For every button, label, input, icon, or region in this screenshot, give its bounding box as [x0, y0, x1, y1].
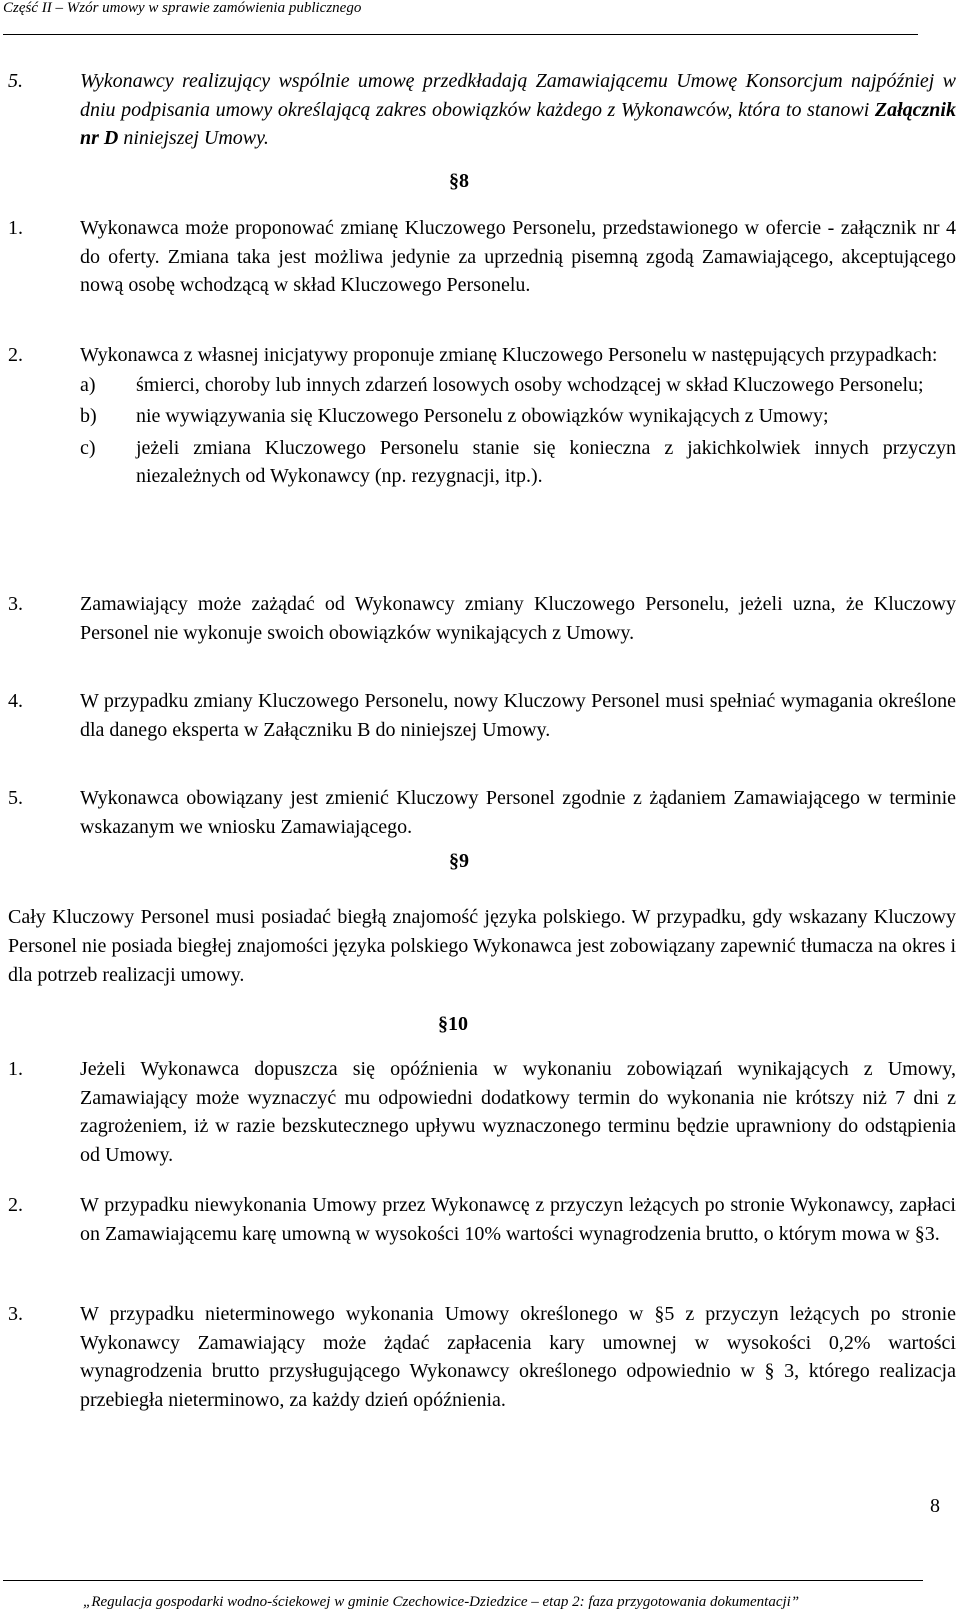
- page-header: Część II – Wzór umowy w sprawie zamówienia publicznego: [3, 0, 362, 16]
- list-item: 3. Zamawiający może zażądać od Wykonawcy zmiany Kluczowego Personelu, jeżeli uzna, że Kluczowy Personel nie wykonuje swoich obowiązków wynikających z Umowy.: [8, 593, 956, 644]
- section-8-heading: §8: [449, 170, 469, 192]
- section-9-paragraph: Cały Kluczowy Personel musi posiadać biegłą znajomość języka polskiego. W przypadku, gdy wskazany Kluczowy Personel nie posiada biegłej znajomości języka polskiego Wykonawca jest zobowiązany zapewnić tłumacza na okres i dla potrzeb realizacji umowy.: [8, 906, 956, 986]
- page-footer: „Regulacja gospodarki wodno-ściekowej w gminie Czechowice-Dziedzice – etap 2: faza przygotowania dokumentacji”: [83, 1594, 800, 1610]
- list-item: 1. Jeżeli Wykonawca dopuszcza się opóźnienia w wykonaniu zobowiązań wynikających z Umowy, Zamawiający może wyznaczyć mu odpowiedni dodatkowy termin do wykonania nie krótszy niż 7 dni z zagrożeniem, iż w razie bezskutecznego upływu wyznaczonego terminu będzie uprawniony do odstąpienia od Umowy.: [8, 1058, 956, 1166]
- list-item: 2. Wykonawca z własnej inicjatywy proponuje zmianę Kluczowego Personelu w następujących przypadkach:: [8, 344, 938, 366]
- section-9-heading: §9: [449, 850, 469, 872]
- sub-item-b: b) nie wywiązywania się Kluczowego Personelu z obowiązków wynikających z Umowy;: [80, 405, 829, 428]
- footer-divider: [3, 1580, 923, 1581]
- header-divider: [3, 34, 918, 35]
- section-8-item-2: [8, 341, 956, 491]
- section-8-body: [8, 214, 956, 300]
- list-item: 1. Wykonawca może proponować zmianę Kluczowego Personelu, przedstawionego w ofercie - załącznik nr 4 do oferty. Zmiana taka jest możliwa jedynie za uprzednią pisemną zgodą Zamawiającego, akceptującego nową osobę wchodzącą w skład Kluczowego Personelu.: [8, 217, 956, 297]
- section-8-item-3: [8, 590, 956, 647]
- item-text: Wykonawcy realizujący wspólnie umowę przedkładają Zamawiającemu Umowę Konsorcjum najpóźniej w dniu podpisania umowy określającą zakres obowiązków każdego z Wykonawców, która to stanowi Załącznik nr D niniejszej Umowy.: [80, 70, 956, 150]
- section-8-item-4: [8, 687, 956, 744]
- list-item: 2. W przypadku niewykonania Umowy przez Wykonawcę z przyczyn leżących po stronie Wykonawcy, zapłaci on Zamawiającemu karę umowną w wysokości 10% wartości wynagrodzenia brutto, o którym mowa w §3.: [8, 1194, 956, 1245]
- section-10-heading: §10: [438, 1013, 468, 1035]
- consortium-clause: [8, 67, 956, 153]
- section-10-item-2: [8, 1191, 956, 1248]
- list-item: 4. W przypadku zmiany Kluczowego Personelu, nowy Kluczowy Personel musi spełniać wymagania określone dla danego eksperta w Załączniku B do niniejszej Umowy.: [8, 690, 956, 741]
- item-number: 5.: [8, 70, 23, 92]
- sub-item-a: a) śmierci, choroby lub innych zdarzeń losowych osoby wchodzącej w skład Kluczowego Personelu;: [80, 373, 924, 396]
- sub-item-c: c) jeżeli zmiana Kluczowego Personelu stanie się konieczna z jakichkolwiek innych przyczyn niezależnych od Wykonawcy (np. rezygnacji, itp.).: [80, 436, 956, 488]
- list-item: 5. Wykonawca obowiązany jest zmienić Kluczowy Personel zgodnie z żądaniem Zamawiającego w terminie wskazanym we wniosku Zamawiającego.: [8, 787, 956, 838]
- list-item: 3. W przypadku nieterminowego wykonania Umowy określonego w §5 z przyczyn leżących po stronie Wykonawcy Zamawiający może żądać zapłacenia kary umownej w wysokości 0,2% wartości wynagrodzenia brutto przysługującego Wykonawcy określonego odpowiednio w § 3, którego realizacja przebiegła nieterminowo, za każdy dzień opóźnienia.: [8, 1303, 956, 1411]
- section-8-item-5: [8, 784, 956, 841]
- page-number: 8: [930, 1495, 940, 1517]
- section-10-item-1: [8, 1055, 956, 1169]
- section-10-item-3: [8, 1300, 956, 1414]
